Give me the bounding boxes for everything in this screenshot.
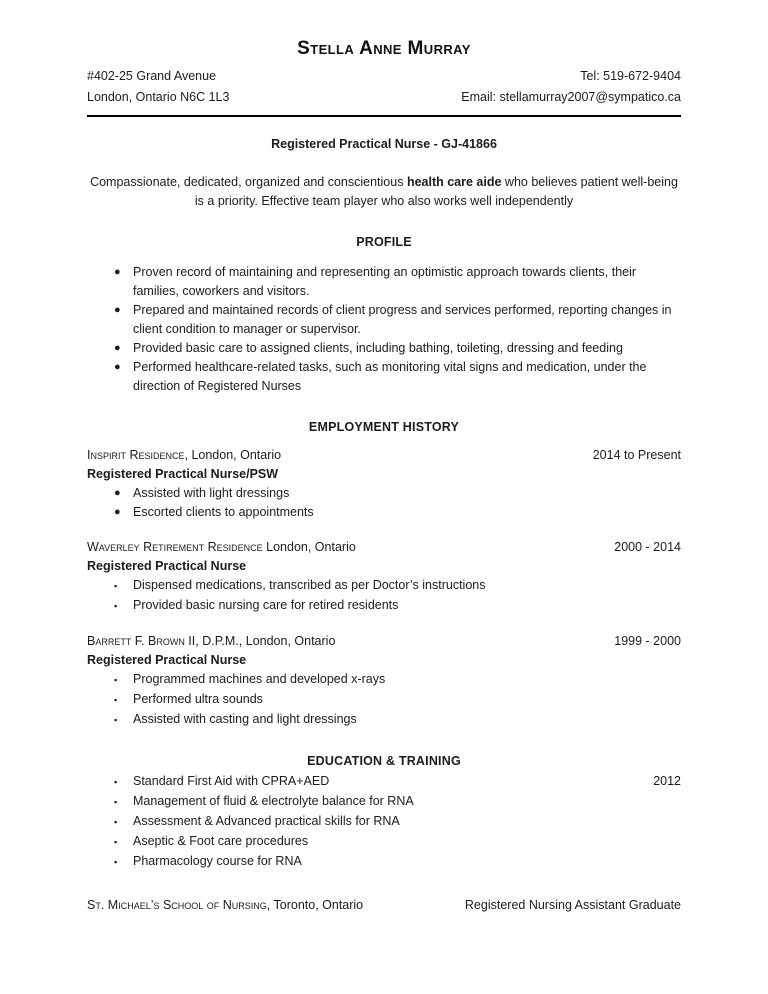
list-item <box>87 263 681 301</box>
school-row <box>87 896 681 915</box>
list-item <box>87 772 681 792</box>
school-credential: Registered Nursing Assistant Graduate <box>464 898 681 912</box>
bullet-icon: ▪ <box>114 601 118 611</box>
job-dates: 2000 - 2014 <box>614 540 681 554</box>
school-location: , Toronto, Ontario <box>266 898 364 912</box>
list-item <box>87 690 681 710</box>
document-title: Registered Practical Nurse - GJ-41866 <box>271 137 497 151</box>
job-title: Registered Practical Nurse/PSW <box>87 467 279 481</box>
list-item-text: Performed ultra sounds <box>133 692 263 706</box>
list-item-text: Assessment & Advanced practical skills for RNA <box>133 814 400 828</box>
bullet-icon: ▪ <box>114 581 118 591</box>
job-header <box>87 632 681 651</box>
list-item <box>87 339 681 358</box>
person-name: Stella Anne Murray <box>297 38 471 59</box>
list-item-text: Assisted with casting and light dressings <box>133 712 357 726</box>
email-address: Email: stellamurray2007@sympatico.ca <box>461 90 681 104</box>
list-item-text: Assisted with light dressings <box>133 486 290 500</box>
education-heading: EDUCATION & TRAINING <box>307 754 461 768</box>
summary-lead: Compassionate, dedicated, organized and conscientious <box>90 175 407 189</box>
list-item <box>87 301 681 339</box>
list-item-text: Provided basic care to assigned clients, including bathing, toileting, dressing and feeding <box>133 341 623 355</box>
education-year: 2012 <box>653 774 681 788</box>
bullet-icon: ● <box>114 361 121 373</box>
bullet-icon: ● <box>114 266 121 278</box>
employer-name: Waverley Retirement Residence <box>87 540 263 554</box>
header-divider <box>87 115 681 117</box>
job-entry <box>87 538 681 616</box>
list-item <box>87 596 681 616</box>
profile-list <box>87 263 681 396</box>
list-item-text: Aseptic & Foot care procedures <box>133 834 309 848</box>
bullet-icon: ● <box>114 506 121 518</box>
summary-tail: who believes patient well-being is a priority. Effective team player who also works well independently <box>194 175 678 208</box>
list-item <box>87 503 681 522</box>
education-list <box>87 772 681 872</box>
list-item-text: Provided basic nursing care for retired residents <box>133 598 399 612</box>
job-entry <box>87 446 681 522</box>
job-header <box>87 446 681 465</box>
phone-number: Tel: 519-672-9404 <box>580 69 681 83</box>
job-entry <box>87 632 681 730</box>
list-item-text: Dispensed medications, transcribed as per Doctor’s instructions <box>133 578 486 592</box>
bullet-icon: ● <box>114 342 121 354</box>
job-dates: 1999 - 2000 <box>614 634 681 648</box>
bullet-icon: ▪ <box>114 817 118 827</box>
job-title: Registered Practical Nurse <box>87 653 247 667</box>
job-location: , London, Ontario <box>184 448 282 462</box>
list-item <box>87 710 681 730</box>
bullet-icon: ▪ <box>114 777 118 787</box>
job-bullet-list <box>87 576 681 616</box>
employer-line <box>87 446 281 465</box>
employment-heading: EMPLOYMENT HISTORY <box>308 420 460 434</box>
employer-line <box>87 538 356 557</box>
bullet-icon: ▪ <box>114 837 118 847</box>
job-bullet-list <box>87 484 681 522</box>
list-item <box>87 832 681 852</box>
list-item-text: Proven record of maintaining and representing an optimistic approach towards clients, their families, coworkers and visitors. <box>133 265 637 298</box>
bullet-icon: ● <box>114 304 121 316</box>
contact-row-1 <box>87 66 681 87</box>
summary-highlight: health care aide <box>406 175 502 189</box>
job-location: London, Ontario <box>262 540 356 554</box>
job-bullet-list <box>87 670 681 730</box>
list-item <box>87 852 681 872</box>
list-item <box>87 358 681 396</box>
list-item-text: Programmed machines and developed x-rays <box>133 672 386 686</box>
bullet-icon: ▪ <box>114 797 118 807</box>
bullet-icon: ▪ <box>114 695 118 705</box>
list-item-text: Escorted clients to appointments <box>133 505 314 519</box>
school-name: St. Michael’s School of Nursing <box>87 898 267 912</box>
profile-heading: PROFILE <box>356 235 412 249</box>
list-item-text: Prepared and maintained records of client progress and services performed, reporting changes in client condition to manager or supervisor. <box>133 303 672 336</box>
employer-name: Barrett F. Brown II, D.P.M. <box>87 634 239 648</box>
list-item-text: Pharmacology course for RNA <box>133 854 302 868</box>
job-header <box>87 538 681 557</box>
bullet-icon: ● <box>114 487 121 499</box>
bullet-icon: ▪ <box>114 715 118 725</box>
school-line <box>87 896 363 915</box>
job-title: Registered Practical Nurse <box>87 559 247 573</box>
list-item <box>87 792 681 812</box>
employer-name: Inspirit Residence <box>87 448 185 462</box>
list-item-text: Performed healthcare-related tasks, such as monitoring vital signs and medication, under the direction of Registered Nurses <box>133 360 647 393</box>
list-item <box>87 484 681 503</box>
bullet-icon: ▪ <box>114 675 118 685</box>
list-item-text: Standard First Aid with CPRA+AED <box>133 774 330 788</box>
address-line-2: London, Ontario N6C 1L3 <box>87 90 230 104</box>
list-item <box>87 576 681 596</box>
address-line-1: #402-25 Grand Avenue <box>87 69 217 83</box>
bullet-icon: ▪ <box>114 857 118 867</box>
job-location: , London, Ontario <box>238 634 336 648</box>
employer-line <box>87 632 335 651</box>
contact-row-2 <box>87 87 681 108</box>
list-item-text: Management of fluid & electrolyte balance for RNA <box>133 794 414 808</box>
list-item <box>87 812 681 832</box>
job-dates: 2014 to Present <box>592 448 681 462</box>
list-item <box>87 670 681 690</box>
summary-paragraph <box>87 173 681 211</box>
